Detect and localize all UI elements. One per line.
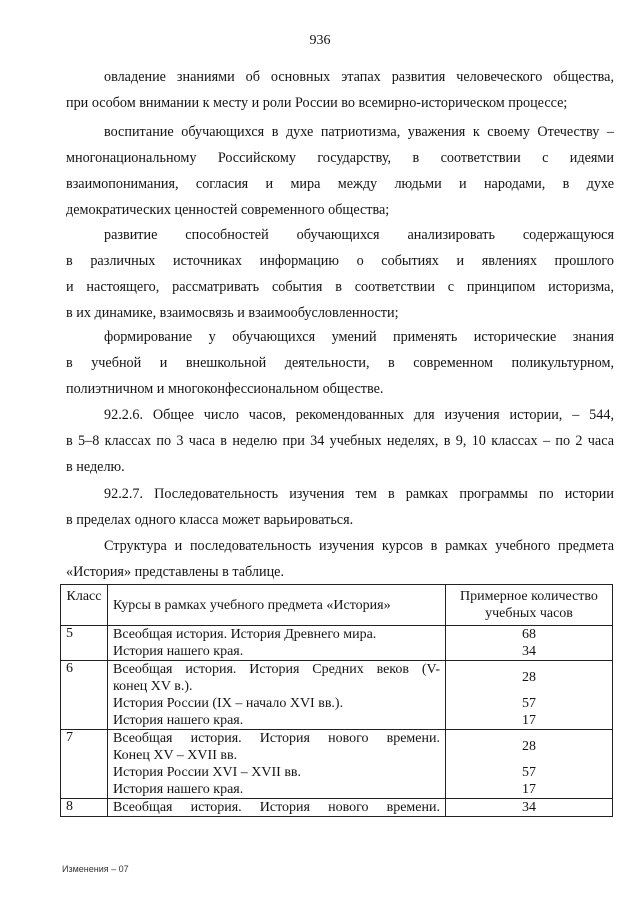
- hours-value: 34: [522, 800, 536, 815]
- header-courses: Курсы в рамках учебного предмета «История»: [108, 585, 446, 626]
- course-name: История России XVI – XVII вв.: [113, 765, 302, 780]
- header-hours: Примерное количество учебных часов: [446, 585, 613, 626]
- paragraph-analysis-skills: [66, 222, 614, 326]
- courses-cell: [108, 661, 446, 730]
- text-line: полиэтничном и многоконфессиональном обществе.: [66, 381, 384, 397]
- course-name: История нашего края.: [113, 782, 244, 797]
- paragraph-table-intro: [66, 533, 614, 585]
- class-cell: 5: [61, 626, 108, 661]
- paragraph-patriotism: [66, 119, 614, 223]
- table-row: [61, 661, 613, 730]
- hours-value: 57: [522, 696, 536, 711]
- courses-cell: [108, 626, 446, 661]
- table-row: [61, 626, 613, 661]
- text-line: и настоящего, рассматривать события в соответствии с принципом историзма,: [66, 279, 614, 295]
- course-name: Конец XV – XVII вв.: [113, 748, 238, 763]
- class-cell: 7: [61, 730, 108, 799]
- table-row: [61, 799, 613, 817]
- hours-cell: [446, 661, 613, 730]
- class-cell: 6: [61, 661, 108, 730]
- table-body: [61, 626, 613, 817]
- hours-cell: [446, 626, 613, 661]
- hours-cell: [446, 730, 613, 799]
- text-line: в их динамике, взаимосвязь и взаимообусловленности;: [66, 305, 399, 321]
- hours-value: 17: [522, 782, 536, 797]
- hours-value: 28: [522, 670, 536, 685]
- course-name: конец XV в.).: [113, 679, 193, 694]
- text-line: 92.2.7. Последовательность изучения тем в рамках программы по истории: [104, 486, 614, 502]
- hours-value: 57: [522, 765, 536, 780]
- course-name: История нашего края.: [113, 644, 244, 659]
- course-name: Всеобщая история. История Древнего мира.: [113, 627, 377, 642]
- header-class: Класс: [61, 585, 108, 626]
- text-line: «История» представлены в таблице.: [66, 564, 285, 580]
- text-line: в различных источниках информацию о событиях и явлениях прошлого: [66, 253, 614, 269]
- hours-value: 17: [522, 713, 536, 728]
- page-number: 936: [309, 33, 331, 48]
- text-line: в пределах одного класса может варьироваться.: [66, 512, 354, 528]
- course-name: История нашего края.: [113, 713, 244, 728]
- text-line: развитие способностей обучающихся анализировать содержащуюся: [104, 227, 614, 243]
- footer-changes: Изменения – 07: [62, 864, 129, 874]
- text-line: в 5–8 классах по 3 часа в неделю при 34 учебных неделях, в 9, 10 классах – по 2 часа: [66, 433, 614, 449]
- paragraph-history-knowledge: [66, 64, 614, 116]
- course-name: Всеобщая история. История Средних веков (V-: [113, 662, 440, 677]
- text-line: взаимопонимания, согласия и мира между людьми и народами, в духе: [66, 176, 614, 192]
- table-row: [61, 730, 613, 799]
- courses-cell: [108, 799, 446, 817]
- hours-cell: [446, 799, 613, 817]
- text-line: в учебной и внешкольной деятельности, в современном поликультурном,: [66, 355, 614, 371]
- hours-value: 28: [522, 739, 536, 754]
- table-header-row: [61, 585, 613, 626]
- hours-value: 68: [522, 627, 536, 642]
- text-line: воспитание обучающихся в духе патриотизма, уважения к своему Отечеству –: [104, 124, 614, 140]
- text-line: формирование у обучающихся умений применять исторические знания: [104, 329, 614, 345]
- text-line: многонациональному Российскому государству, в соответствии с идеями: [66, 150, 614, 166]
- class-cell: 8: [61, 799, 108, 817]
- text-line: в неделю.: [66, 459, 125, 475]
- course-table: [60, 584, 613, 817]
- paragraph-92-2-6: [66, 402, 614, 480]
- text-line: демократических ценностей современного общества;: [66, 202, 390, 218]
- hours-value: 34: [522, 644, 536, 659]
- paragraph-applying-knowledge: [66, 324, 614, 402]
- course-name: Всеобщая история. История нового времени.: [113, 731, 440, 746]
- text-line: овладение знаниями об основных этапах развития человеческого общества,: [104, 69, 614, 85]
- text-line: 92.2.6. Общее число часов, рекомендованных для изучения истории, – 544,: [104, 407, 614, 423]
- courses-cell: [108, 730, 446, 799]
- course-name: Всеобщая история. История нового времени.: [113, 800, 440, 815]
- course-name: История России (IX – начало XVI вв.).: [113, 696, 344, 711]
- text-line: Структура и последовательность изучения курсов в рамках учебного предмета: [104, 538, 614, 554]
- paragraph-92-2-7: [66, 481, 614, 533]
- text-line: при особом внимании к месту и роли России во всемирно-историческом процессе;: [66, 95, 568, 111]
